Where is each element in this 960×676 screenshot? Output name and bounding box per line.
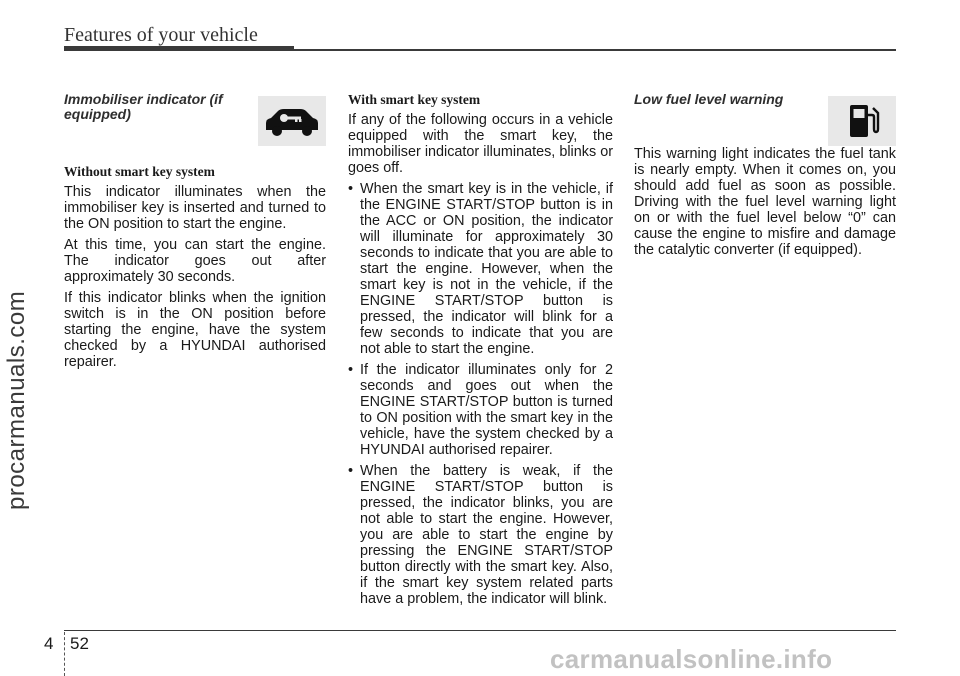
side-watermark: procarmanuals.com xyxy=(3,290,30,510)
list-item xyxy=(348,463,613,607)
low-fuel-section-title: Low fuel level warning xyxy=(634,91,784,107)
low-fuel-paragraph: This warning light indicates the fuel tank is nearly empty. When it comes on, you should add fuel as soon as possible. Driving with the fuel level warning light on or with the fuel level below “0” can cause the engine to misfire and damage the catalytic converter (if equipped). xyxy=(634,146,896,258)
smart-key-intro: If any of the following occurs in a vehicle equipped with the smart key, the immobiliser indicator illuminates, blinks or goes off. xyxy=(348,112,613,176)
page-header-title: Features of your vehicle xyxy=(64,24,258,46)
smart-key-section xyxy=(348,92,613,612)
bullet-text: When the smart key is in the vehicle, if the ENGINE START/STOP button is in the ACC or ON position, the indicator will illuminate for approximately 30 seconds to indicate that you are able to start the engine. However, when the smart key is not in the vehicle, if the ENGINE START/STOP button is pressed, the indicator will blink for a few seconds to indicate that you are not able to start the engine. xyxy=(360,181,613,357)
list-item xyxy=(348,362,613,458)
immobiliser-paragraph-2: At this time, you can start the engine. The indicator goes out after approximately 30 seconds. xyxy=(64,237,326,285)
with-smart-key-subhead: With smart key system xyxy=(348,92,481,107)
bottom-watermark: carmanualsonline.info xyxy=(550,644,833,674)
bullet-text: If the indicator illuminates only for 2 seconds and goes out when the ENGINE START/STOP button is turned to ON position with the smart key in the vehicle, have the system checked by a HYUNDAI authorised repairer. xyxy=(360,362,613,458)
header-rule-thin xyxy=(294,49,896,51)
bullet-glyph: • xyxy=(348,362,354,378)
immobiliser-section-title: Immobiliser indicator (if equipped) xyxy=(64,91,223,122)
list-item xyxy=(348,181,613,357)
chapter-number: 4 xyxy=(44,634,54,653)
immobiliser-paragraph-3: If this indicator blinks when the ignition switch is in the ON position before starting the engine, have the system checked by a HYUNDAI authorised repairer. xyxy=(64,290,326,370)
bullet-glyph: • xyxy=(348,463,354,479)
without-smart-key-subhead: Without smart key system xyxy=(64,164,215,179)
footer-rule xyxy=(64,630,896,631)
immobiliser-car-key-icon xyxy=(258,96,326,146)
header-rule-thick xyxy=(64,46,294,51)
bullet-glyph: • xyxy=(348,181,354,197)
immobiliser-paragraph-1: This indicator illuminates when the immobiliser key is inserted and turned to the ON position to start the engine. xyxy=(64,184,326,232)
footer-divider xyxy=(64,632,65,676)
page-number: 52 xyxy=(70,634,89,653)
smart-key-bullet-list xyxy=(348,181,613,607)
bullet-text: When the battery is weak, if the ENGINE START/STOP button is pressed, the indicator blinks, you are not able to start the engine. However, you are able to start the engine by pressing the ENGINE START/STOP button directly with the smart key. Also, if the smart key system related parts have a problem, the indicator will blink. xyxy=(360,463,613,607)
fuel-pump-icon xyxy=(828,96,896,146)
